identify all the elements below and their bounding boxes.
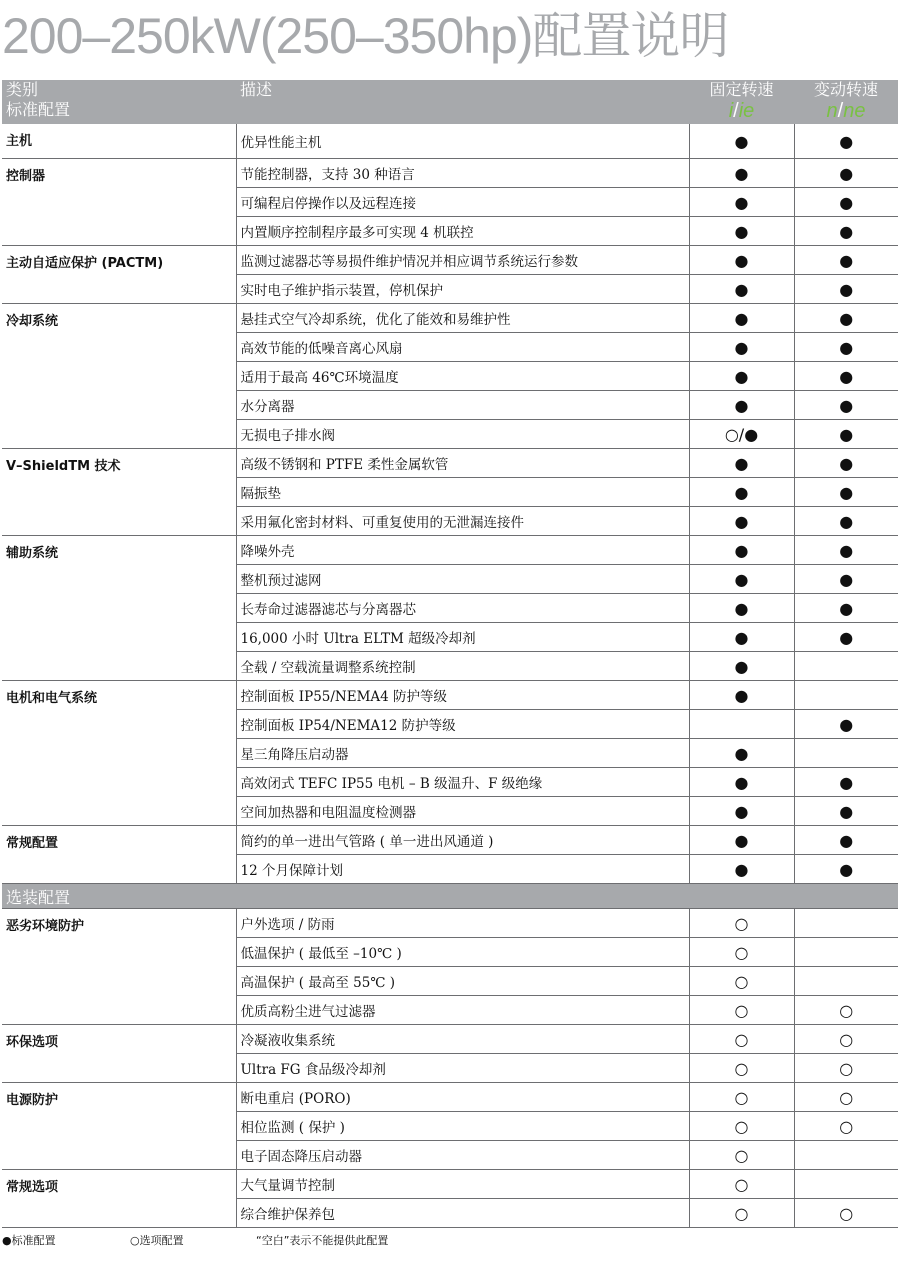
category-cell: 冷却系统 [2,304,236,449]
variable-speed-mark [794,967,898,996]
description-cell: 监测过滤器芯等易损件维护情况并相应调节系统运行参数 [236,246,689,275]
variable-speed-mark [794,1170,898,1199]
header-fixed-speed [689,80,794,124]
variable-speed-mark: ● [794,333,898,362]
optional-section-header [2,884,898,909]
description-cell: 无损电子排水阀 [236,420,689,449]
variable-speed-mark: ● [794,124,898,159]
description-cell: 户外选项 / 防雨 [236,909,689,938]
table-row [2,1170,898,1199]
legend-blank: “空白”表示不能提供此配置 [256,1234,389,1247]
fixed-speed-mark: ● [689,159,794,188]
fixed-speed-mark: ● [689,275,794,304]
variable-speed-mark [794,739,898,768]
fixed-speed-mark: ● [689,594,794,623]
table-row [2,826,898,855]
table-row [2,1025,898,1054]
fixed-speed-mark: ○ [689,1141,794,1170]
fixed-speed-mark: ○ [689,938,794,967]
variable-speed-mark [794,938,898,967]
header-variable-speed-label: 变动转速 [813,80,878,99]
fixed-speed-mark: ○/● [689,420,794,449]
variable-speed-mark: ● [794,536,898,565]
fixed-speed-mark: ● [689,391,794,420]
description-cell: 低温保护 ( 最低至 –10℃ ) [236,938,689,967]
description-cell: 控制面板 IP55/NEMA4 防护等级 [236,681,689,710]
table-row [2,1083,898,1112]
description-cell: 全载 / 空载流量调整系统控制 [236,652,689,681]
variable-speed-mark: ● [794,275,898,304]
variable-speed-mark: ● [794,710,898,739]
variable-speed-mark: ○ [794,1199,898,1228]
variable-speed-tag: n/ne [826,100,866,122]
description-cell: 简约的单一进出气管路 ( 单一进出风通道 ) [236,826,689,855]
table-row [2,304,898,333]
table-row [2,449,898,478]
category-cell: 辅助系统 [2,536,236,681]
description-cell: 空间加热器和电阻温度检测器 [236,797,689,826]
variable-speed-mark: ○ [794,1054,898,1083]
variable-speed-mark: ● [794,391,898,420]
category-cell: 恶劣环境防护 [2,909,236,1025]
category-cell: 常规选项 [2,1170,236,1228]
category-cell: 主动自适应保护 (PACTM) [2,246,236,304]
header-variable-speed [794,80,898,124]
fixed-speed-mark: ● [689,652,794,681]
legend-optional: ○选项配置 [130,1234,184,1247]
fixed-speed-mark: ● [689,507,794,536]
table-body [2,124,898,1228]
variable-speed-mark: ● [794,449,898,478]
description-cell: 节能控制器，支持 30 种语言 [236,159,689,188]
variable-speed-mark: ● [794,159,898,188]
fixed-speed-mark: ● [689,304,794,333]
variable-speed-mark: ● [794,304,898,333]
fixed-speed-mark: ● [689,681,794,710]
description-cell: 采用氟化密封材料、可重复使用的无泄漏连接件 [236,507,689,536]
header-fixed-speed-label: 固定转速 [709,80,774,99]
variable-speed-mark: ● [794,623,898,652]
description-cell: 隔振垫 [236,478,689,507]
category-cell: 常规配置 [2,826,236,884]
page-title: 200–250kW(250–350hp)配置说明 [2,8,729,64]
description-cell: 内置顺序控制程序最多可实现 4 机联控 [236,217,689,246]
fixed-speed-mark: ○ [689,1199,794,1228]
description-cell: 实时电子维护指示装置，停机保护 [236,275,689,304]
fixed-speed-mark: ● [689,362,794,391]
variable-speed-mark: ● [794,855,898,884]
description-cell: 综合维护保养包 [236,1199,689,1228]
variable-speed-mark: ● [794,217,898,246]
table-row [2,536,898,565]
fixed-speed-mark: ● [689,855,794,884]
description-cell: Ultra FG 食品级冷却剂 [236,1054,689,1083]
fixed-speed-mark: ● [689,188,794,217]
table-row [2,124,898,159]
table-header-row [2,80,898,124]
table-row [2,159,898,188]
description-cell: 相位监测 ( 保护 ) [236,1112,689,1141]
fixed-speed-mark: ○ [689,1054,794,1083]
description-cell: 优质高粉尘进气过滤器 [236,996,689,1025]
category-cell: 控制器 [2,159,236,246]
variable-speed-mark [794,909,898,938]
variable-speed-mark: ● [794,362,898,391]
description-cell: 冷凝液收集系统 [236,1025,689,1054]
fixed-speed-mark [689,710,794,739]
description-cell: 悬挂式空气冷却系统，优化了能效和易维护性 [236,304,689,333]
description-cell: 可编程启停操作以及远程连接 [236,188,689,217]
fixed-speed-mark: ● [689,217,794,246]
fixed-speed-mark: ● [689,797,794,826]
fixed-speed-mark: ● [689,124,794,159]
fixed-speed-mark: ● [689,333,794,362]
description-cell: 适用于最高 46℃环境温度 [236,362,689,391]
description-cell: 降噪外壳 [236,536,689,565]
variable-speed-mark [794,681,898,710]
fixed-speed-mark: ● [689,478,794,507]
variable-speed-mark: ● [794,478,898,507]
configuration-table [2,80,898,1228]
description-cell: 12 个月保障计划 [236,855,689,884]
header-standard-label: 标准配置 [6,100,71,119]
header-category [2,80,236,124]
description-cell: 整机预过滤网 [236,565,689,594]
variable-speed-mark: ○ [794,1025,898,1054]
variable-speed-mark: ● [794,565,898,594]
header-category-label: 类别 [6,80,39,99]
description-cell: 长寿命过滤器滤芯与分离器芯 [236,594,689,623]
description-cell: 16,000 小时 Ultra ELTM 超级冷却剂 [236,623,689,652]
table-row [2,909,898,938]
description-cell: 电子固态降压启动器 [236,1141,689,1170]
variable-speed-mark: ● [794,826,898,855]
category-cell: 电源防护 [2,1083,236,1170]
fixed-speed-mark: ○ [689,967,794,996]
fixed-speed-mark: ● [689,739,794,768]
table-row [2,246,898,275]
description-cell: 星三角降压启动器 [236,739,689,768]
fixed-speed-mark: ○ [689,1170,794,1199]
fixed-speed-mark: ● [689,565,794,594]
fixed-speed-mark: ○ [689,1025,794,1054]
variable-speed-mark: ● [794,188,898,217]
variable-speed-mark: ● [794,507,898,536]
optional-section-title: 选装配置 [2,884,898,909]
category-cell: 主机 [2,124,236,159]
header-description: 描述 [236,80,689,124]
variable-speed-mark: ● [794,246,898,275]
description-cell: 大气量调节控制 [236,1170,689,1199]
fixed-speed-mark: ○ [689,996,794,1025]
category-cell: 环保选项 [2,1025,236,1083]
fixed-speed-mark: ○ [689,909,794,938]
fixed-speed-mark: ○ [689,1112,794,1141]
fixed-speed-mark: ● [689,623,794,652]
category-cell: 电机和电气系统 [2,681,236,826]
variable-speed-mark [794,1141,898,1170]
description-cell: 水分离器 [236,391,689,420]
table-row [2,681,898,710]
legend-standard: ●标准配置 [2,1234,56,1247]
fixed-speed-mark: ● [689,768,794,797]
category-cell: V–ShieldTM 技术 [2,449,236,536]
fixed-speed-mark: ● [689,246,794,275]
description-cell: 高级不锈钢和 PTFE 柔性金属软管 [236,449,689,478]
description-cell: 高温保护 ( 最高至 55℃ ) [236,967,689,996]
variable-speed-mark: ● [794,594,898,623]
fixed-speed-tag: i/ie [728,100,755,122]
fixed-speed-mark: ● [689,449,794,478]
fixed-speed-mark: ○ [689,1083,794,1112]
variable-speed-mark: ○ [794,1112,898,1141]
variable-speed-mark: ● [794,797,898,826]
variable-speed-mark: ● [794,420,898,449]
variable-speed-mark [794,652,898,681]
variable-speed-mark: ○ [794,996,898,1025]
description-cell: 断电重启 (PORO) [236,1083,689,1112]
description-cell: 高效闭式 TEFC IP55 电机 – B 级温升、F 级绝缘 [236,768,689,797]
fixed-speed-mark: ● [689,826,794,855]
variable-speed-mark: ● [794,768,898,797]
variable-speed-mark: ○ [794,1083,898,1112]
fixed-speed-mark: ● [689,536,794,565]
description-cell: 高效节能的低噪音离心风扇 [236,333,689,362]
description-cell: 优异性能主机 [236,124,689,159]
description-cell: 控制面板 IP54/NEMA12 防护等级 [236,710,689,739]
